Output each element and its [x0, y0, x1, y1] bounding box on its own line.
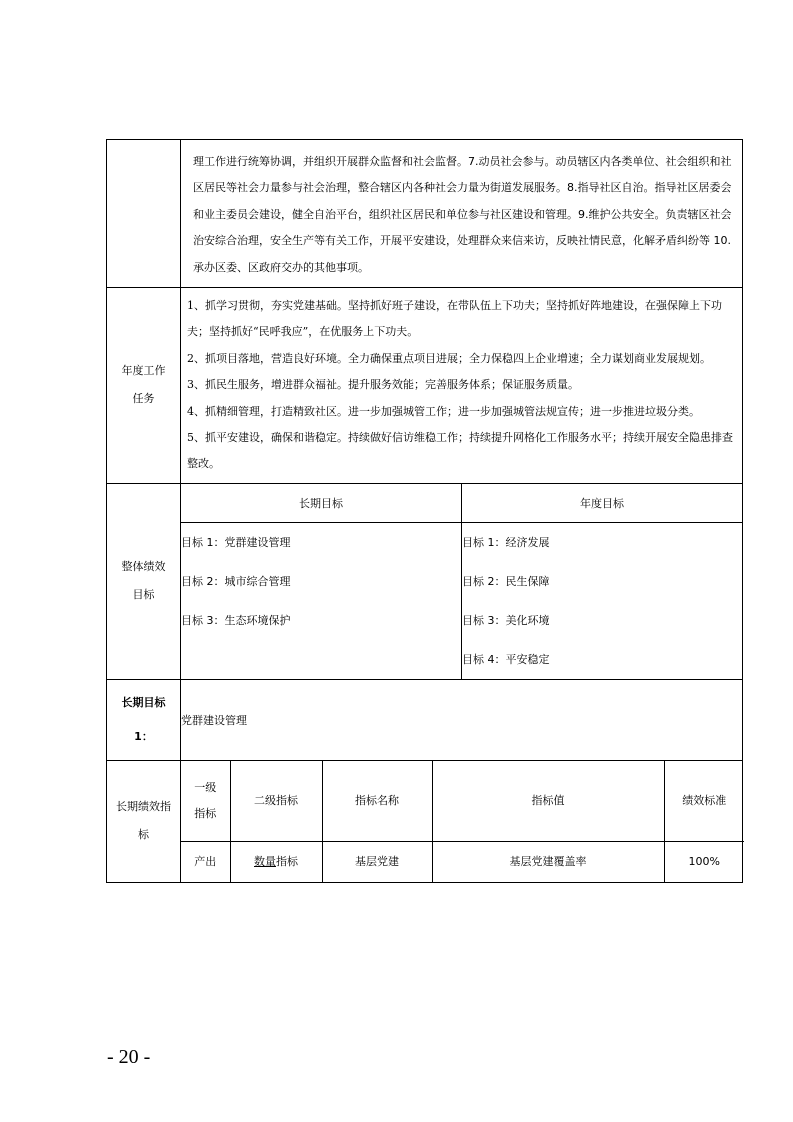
goal-item: 目标 2：民生保障 — [462, 574, 550, 588]
long-indicators-cell — [181, 760, 743, 882]
annual-tasks-row — [107, 288, 743, 484]
annual-goals-list — [462, 522, 743, 679]
long-term-goal-label: 长期目标 1： — [107, 679, 181, 760]
task-item: 4、抓精细管理，打造精致社区。进一步加强城管工作；进一步加强城管法规宣传；进一步推进垃圾分类。 — [187, 404, 700, 418]
indicator-header-level1: 一级指标 — [181, 761, 230, 842]
goal-item: 目标 3：美化环境 — [462, 613, 550, 627]
task-item: 1、抓学习贯彻，夯实党建基础。坚持抓好班子建设，在带队伍上下功夫；坚持抓好阵地建设，在强保障上下功夫；坚持抓好“民呼我应”，在优服务上下功夫。 — [187, 299, 722, 339]
task-item: 3、抓民生服务，增进群众福祉。提升服务效能；完善服务体系；保证服务质量。 — [187, 378, 579, 392]
goal-item: 目标 4：平安稳定 — [462, 652, 550, 666]
long-goals-list — [181, 522, 462, 679]
duties-label-cell — [107, 140, 181, 288]
duties-cell — [181, 140, 743, 288]
goal-item: 目标 1：经济发展 — [462, 535, 550, 549]
annual-tasks-list — [181, 288, 742, 483]
long-indicators-label: 长期绩效指标 — [107, 760, 181, 882]
indicator-header-value: 指标值 — [432, 761, 664, 842]
performance-table — [106, 139, 743, 883]
long-indicators-row — [107, 760, 743, 882]
page-number: - 20 - — [107, 1046, 151, 1068]
indicator-header-level2: 二级指标 — [230, 761, 322, 842]
indicators-subtable — [181, 761, 744, 882]
overall-goals-label: 整体绩效目标 — [107, 483, 181, 679]
long-term-goal-row — [107, 679, 743, 760]
indicator-name: 基层党建 — [322, 842, 432, 882]
long-goals-header: 长期目标 — [181, 484, 462, 523]
goal-item: 目标 3：生态环境保护 — [181, 613, 291, 627]
annual-tasks-label: 年度工作任务 — [107, 288, 181, 484]
task-item: 2、抓项目落地，营造良好环境。全力确保重点项目进展；全力保稳四上企业增速；全力谋划商业发展规划。 — [187, 351, 711, 365]
overall-goals-row — [107, 483, 743, 679]
indicator-header-name: 指标名称 — [322, 761, 432, 842]
long-term-goal-value: 党群建设管理 — [181, 679, 743, 760]
goal-item: 目标 2：城市综合管理 — [181, 574, 291, 588]
annual-goals-header: 年度目标 — [462, 484, 743, 523]
indicator-level1: 产出 — [181, 842, 230, 882]
overall-goals-cell — [181, 483, 743, 679]
annual-tasks-cell — [181, 288, 743, 484]
goal-item: 目标 1：党群建设管理 — [181, 535, 291, 549]
indicator-header-standard: 绩效标准 — [664, 761, 744, 842]
indicator-standard: 100% — [664, 842, 744, 882]
goals-subtable — [181, 484, 742, 679]
duties-row — [107, 140, 743, 288]
duties-text: 理工作进行统筹协调，并组织开展群众监督和社会监督。7.动员社会参与。动员辖区内各类单位、社会组织和社区居民等社会力量参与社会治理，整合辖区内各种社会力量为街道发展服务。8.指导社区自治。指导社区居委会和业主委员会建设，健全自治平台，组织社区居民和单位参与社区建设和管理。9.维护公共安全。负责辖区社会治安综合治理，安全生产等有关工作，开展平安建设，处理群众来信来访，反映社情民意，化解矛盾纠纷等 10.承办区委、区政府交办的其他事项。 — [193, 155, 732, 274]
indicator-level2: 数量指标 — [230, 842, 322, 882]
task-item: 5、抓平安建设，确保和谐稳定。持续做好信访维稳工作；持续提升网格化工作服务水平；持续开展安全隐患排查整改。 — [187, 431, 733, 471]
indicator-value: 基层党建覆盖率 — [432, 842, 664, 882]
